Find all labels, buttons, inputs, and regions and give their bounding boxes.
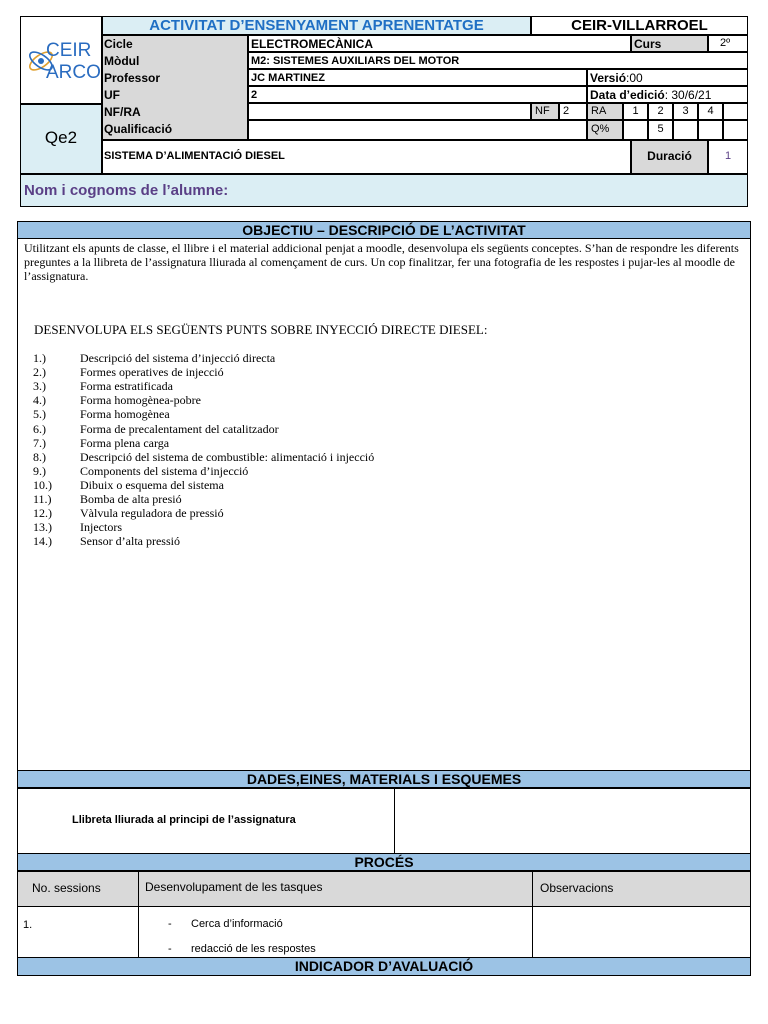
ra-value-2: 2 [657,105,664,117]
objective-item-text: Forma homogènea-pobre [80,393,201,408]
task-bullet-2: - [168,943,172,955]
label-data-edicio: Data d’edició [590,88,665,102]
objective-item-text: Formes operatives de injecció [80,365,224,380]
objective-intro: Utilitzant els apunts de classe, el llibre i el material addicional penjat a moodle, desenvolupa els següents conceptes. S’han de respondre les diferents preguntes a la llibreta de l’assignatura lliurada al començament de curs. Un cop finalitzar, fer una fotografia de les respostes i pujar-les al moodle de l’assignatura. [24,241,739,283]
task-bullet-1: - [168,918,172,930]
label-curs: Curs [634,37,662,51]
objective-item-number: 7.) [33,435,46,450]
uf-value: 2 [251,89,258,101]
label-qualificacio: Qualificació [104,122,173,136]
label-q-pct: Q% [591,123,610,135]
objective-item-number: 2.) [33,365,46,380]
duracio-value: 1 [724,150,732,162]
objective-item-text: Bomba de alta presió [80,492,182,506]
logo-text-top: CEIR [46,40,92,61]
versio-line [590,71,643,85]
objective-item-number: 13.) [33,520,52,535]
objective-item-text: Vàlvula reguladora de pressió [80,506,224,521]
ra-value-4: 4 [707,105,714,117]
objective-item-number: 1.) [33,351,46,365]
observations-cell [532,906,751,958]
objective-item-text: Forma homogènea [80,407,170,422]
objective-item-number: 5.) [33,407,46,422]
ra-cell-5 [723,103,748,120]
professor-value: JC MARTINEZ [251,72,325,84]
objective-item-text: Descripció del sistema de combustible: alimentació i injecció [80,449,375,464]
data-edicio-line [590,88,711,102]
q-value-2: 5 [657,123,664,135]
ra-value-1: 1 [632,105,639,117]
uf-value-cell [248,86,587,103]
objective-item-text: Dibuix o esquema del sistema [80,477,224,492]
nfra-value-cell [248,103,531,120]
evaluation-title: INDICADOR D’AVALUACIÓ [294,958,474,974]
objective-item-number: 9.) [33,463,46,478]
label-cicle: Cicle [104,37,133,51]
col-sessions: No. sessions [32,881,101,895]
objective-item-number: 8.) [33,449,46,464]
label-ra: RA [591,105,607,117]
objective-title: OBJECTIU – DESCRIPCIÓ DE L’ACTIVITAT [242,222,526,238]
objective-item-number: 10.) [33,477,52,492]
objective-item-number: 6.) [33,421,46,436]
header-table [20,16,748,207]
session-number: 1. [23,919,33,931]
session-cell [17,906,139,958]
qualificacio-value-cell [248,120,587,140]
q-cell-4 [698,120,723,140]
school-name: CEIR-VILLARROEL [571,17,708,34]
process-title: PROCÉS [354,854,414,870]
versio-value: :00 [626,71,643,85]
objective-item-text: Components del sistema d’injecció [80,463,249,478]
col-tasks: Desenvolupament de les tasques [145,880,323,894]
task-text-2: redacció de les respostes [191,943,316,955]
activity-name: SISTEMA D’ALIMENTACIÓ DIESEL [104,150,285,162]
label-uf: UF [104,88,120,102]
materials-item: Llibreta lliurada al principi de l’assignatura [72,814,296,826]
document-code: Qe2 [44,128,78,147]
objective-item-number: 3.) [33,379,46,394]
objective-item-text: Forma de precalentament del catalitzador [80,421,279,436]
q-cell-3 [673,120,698,140]
nf-value: 2 [563,105,570,117]
objective-item-text: Injectors [80,520,122,535]
logo [24,38,100,88]
materials-title: DADES,EINES, MATERIALS I ESQUEMES [246,771,522,787]
student-name-label: Nom i cognoms de l’alumne: [24,182,229,199]
objective-item-text: Descripció del sistema d’injecció directa [80,351,276,365]
label-professor: Professor [104,71,161,85]
objective-item-number: 12.) [33,506,52,521]
objective-item-text: Sensor d’alta pressió [80,534,180,549]
cicle-value: ELECTROMECÀNICA [251,37,373,51]
objective-heading: DESENVOLUPA ELS SEGÜENTS PUNTS SOBRE INYECCIÓ DIRECTE DIESEL: [34,322,488,337]
col-obs: Observacions [540,881,614,895]
q-cell-5 [723,120,748,140]
modul-value: M2: SISTEMES AUXILIARS DEL MOTOR [251,55,460,67]
objective-item-number: 4.) [33,393,46,408]
materials-right-cell [394,788,751,854]
label-nf: NF [535,105,550,117]
ra-value-3: 3 [682,105,689,117]
label-versio: Versió [590,71,627,85]
data-edicio-value: : 30/6/21 [664,88,712,102]
logo-text-bottom: ARCO [46,62,101,83]
label-duracio: Duració [647,149,692,163]
q-cell-1 [623,120,648,140]
activity-title: ACTIVITAT D’ENSENYAMENT APRENENTATGE [149,17,484,34]
objective-item-text: Forma estratificada [80,379,173,394]
curs-value: 2º [720,37,731,49]
objective-item-number: 11.) [33,492,52,506]
objective-item-number: 14.) [33,534,52,549]
label-nfra: NF/RA [104,105,141,119]
task-text-1: Cerca d’informació [191,918,283,930]
objective-item-text: Forma plena carga [80,435,170,450]
label-modul: Mòdul [104,54,140,68]
